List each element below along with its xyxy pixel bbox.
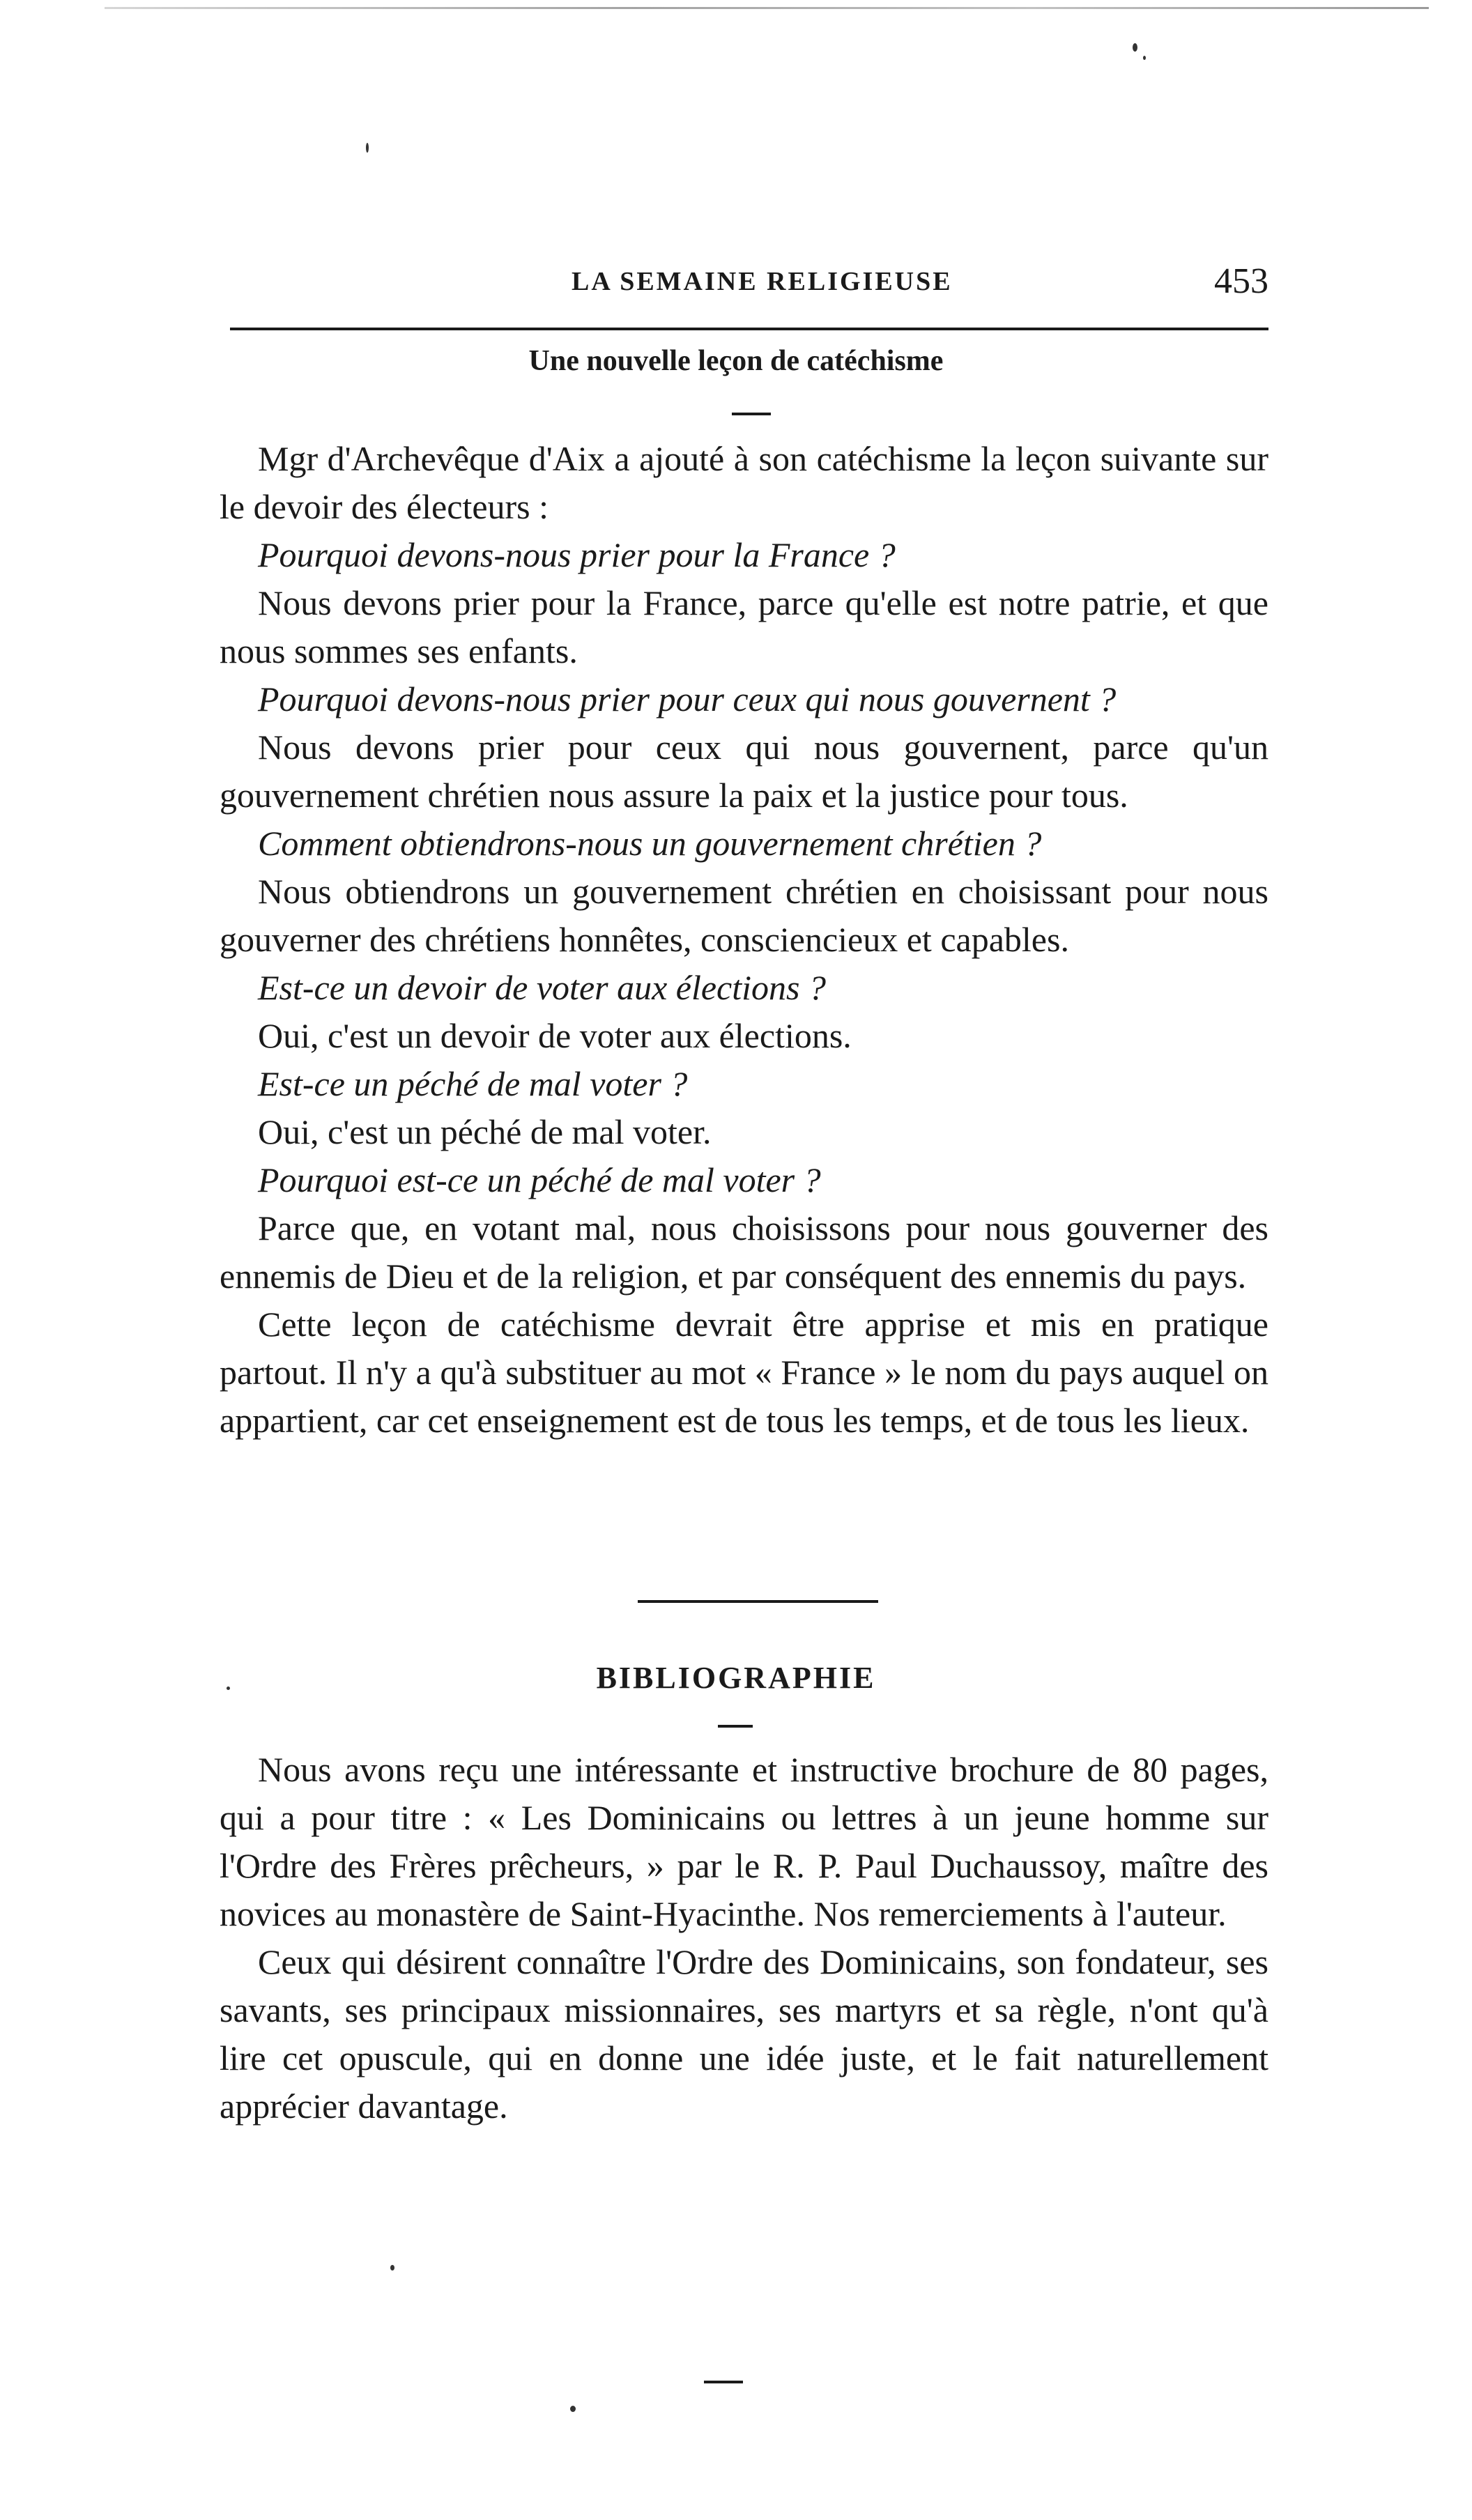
text-paragraph: Parce que, en votant mal, nous choisissons pour nous gouverner des ennemis de Dieu et de la religion, et par conséquent des ennemis du pays. <box>220 1208 1268 1296</box>
scan-edge-line <box>105 7 1429 9</box>
scan-speck <box>366 143 369 153</box>
question-paragraph: Est-ce un péché de mal voter ? <box>258 1064 688 1103</box>
scan-speck <box>1133 43 1137 52</box>
text-paragraph: Mgr d'Archevêque d'Aix a ajouté à son catéchisme la leçon suivante sur le devoir des électeurs : <box>220 439 1268 526</box>
section-title-bibliographie: BIBLIOGRAPHIE <box>596 1661 876 1695</box>
text-paragraph: Nous obtiendrons un gouvernement chrétien en choisissant pour nous gouverner des chrétiens honnêtes, consciencieux et capables. <box>220 872 1268 959</box>
text-paragraph: Nous devons prier pour la France, parce qu'elle est notre patrie, et que nous sommes ses enfants. <box>220 583 1268 670</box>
scan-speck <box>570 2406 576 2412</box>
bibliographie-body <box>220 1746 1268 2130</box>
question-paragraph: Comment obtiendrons-nous un gouvernement chrétien ? <box>258 824 1042 863</box>
text-paragraph: Nous devons prier pour ceux qui nous gouvernent, parce qu'un gouvernement chrétien nous assure la paix et la justice pour tous. <box>220 728 1268 815</box>
question-paragraph: Pourquoi devons-nous prier pour la France ? <box>258 535 896 574</box>
page-number: 453 <box>1214 261 1268 301</box>
end-dash <box>704 2381 743 2383</box>
scan-speck <box>1143 56 1146 60</box>
running-title: LA SEMAINE RELIGIEUSE <box>572 267 953 296</box>
question-paragraph: Pourquoi est-ce un péché de mal voter ? <box>258 1160 821 1199</box>
text-paragraph: Ceux qui désirent connaître l'Ordre des Dominicains, son fondateur, ses savants, ses principaux missionnaires, ses martyrs et sa règle, n'ont qu'à lire cet opuscule, qui en donne une idée juste, et le fait naturellement apprécier davantage. <box>220 1942 1268 2126</box>
page-header <box>230 256 1268 305</box>
text-paragraph: Oui, c'est un péché de mal voter. <box>258 1112 712 1151</box>
scan-speck <box>390 2265 394 2271</box>
catechism-body <box>220 435 1268 1445</box>
text-paragraph: Oui, c'est un devoir de voter aux élections. <box>258 1016 852 1055</box>
text-paragraph: Nous avons reçu une intéressante et instructive brochure de 80 pages, qui a pour titre : « Les Dominicains ou lettres à un jeune homme sur l'Ordre des Frères prêcheurs, » par le R. P. Paul Duchaussoy, maître des novices au monastère de Saint-Hyacinthe. Nos remerciements à l'auteur. <box>220 1750 1268 1933</box>
section-title-catechism: Une nouvelle leçon de catéchisme <box>528 345 944 377</box>
header-rule <box>230 328 1268 330</box>
section-separator <box>638 1600 878 1603</box>
text-paragraph: Cette leçon de catéchisme devrait être apprise et mis en pratique partout. Il n'y a qu'à substituer au mot « France » le nom du pays auquel on appartient, car cet enseignement est de tous les temps, et de tous les lieux. <box>220 1305 1268 1440</box>
title-dash <box>732 413 771 415</box>
title-dash <box>718 1725 753 1728</box>
question-paragraph: Est-ce un devoir de voter aux élections ? <box>258 968 826 1007</box>
question-paragraph: Pourquoi devons-nous prier pour ceux qui nous gouvernent ? <box>258 679 1117 719</box>
